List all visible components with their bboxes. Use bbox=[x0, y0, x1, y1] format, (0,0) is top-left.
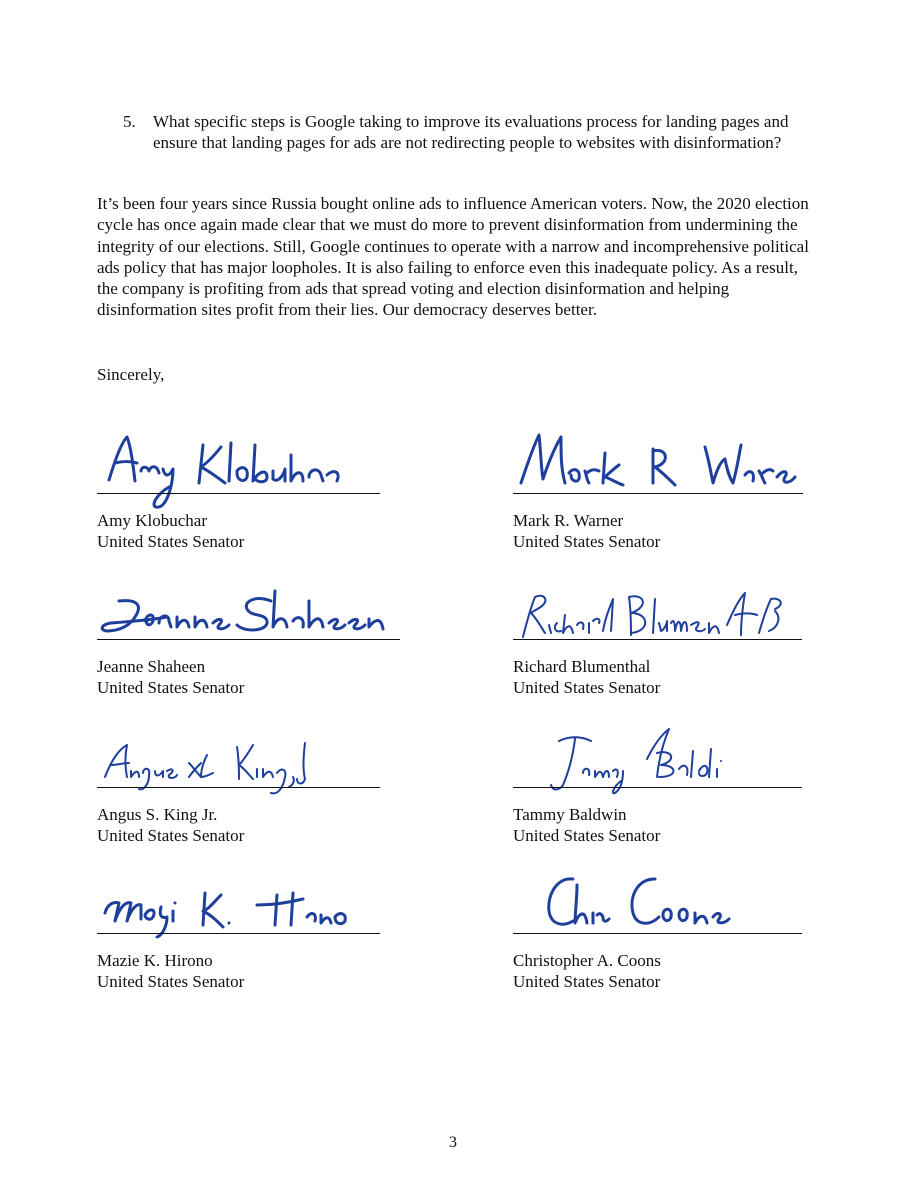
signature-block-blumenthal bbox=[513, 571, 813, 711]
page-number: 3 bbox=[449, 1134, 457, 1151]
signatory-title: United States Senator bbox=[97, 678, 245, 697]
signatory-name: Mark R. Warner bbox=[513, 511, 624, 530]
question-number: 5. bbox=[123, 112, 136, 131]
signatory-name: Jeanne Shaheen bbox=[97, 657, 206, 676]
signature-shaheen bbox=[97, 571, 407, 661]
signature-line bbox=[97, 933, 380, 934]
signature-block-king bbox=[97, 719, 397, 859]
signatory-title: United States Senator bbox=[513, 678, 661, 697]
signature-line bbox=[97, 787, 380, 788]
signature-block-shaheen bbox=[97, 571, 397, 711]
signature-block-baldwin bbox=[513, 719, 813, 859]
body-paragraph: It’s been four years since Russia bought online ads to influence American voters. Now, the 2020 election cycle has once again made clear that we must do more to prevent disinformation from undermining the integrity of our elections. Still, Google continues to operate with a narrow and incomprehensive political ads policy that has major loopholes. It is also failing to enforce even this inadequate policy. As a result, the company is profiting from ads that spread voting and election disinformation and helping disinformation sites profit from their lies. Our democracy deserves better. bbox=[97, 194, 809, 320]
signature-block-warner bbox=[513, 425, 813, 565]
closing-salutation: Sincerely, bbox=[97, 365, 165, 384]
signatory-name: Richard Blumenthal bbox=[513, 657, 651, 676]
signature-line bbox=[97, 493, 380, 494]
signatory-name: Tammy Baldwin bbox=[513, 805, 627, 824]
question-text: What specific steps is Google taking to improve its evaluations process for landing pages and ensure that landing pages for ads are not redirecting people to websites with disinformation? bbox=[153, 112, 789, 152]
signature-line bbox=[513, 639, 802, 640]
signature-blumenthal bbox=[513, 571, 803, 661]
signatory-title: United States Senator bbox=[513, 826, 661, 845]
signature-line bbox=[513, 787, 802, 788]
signature-king bbox=[97, 719, 387, 809]
signature-klobuchar bbox=[97, 425, 387, 515]
signatory-name: Christopher A. Coons bbox=[513, 951, 661, 970]
signature-hirono bbox=[97, 865, 387, 955]
signatory-title: United States Senator bbox=[97, 972, 245, 991]
signature-block-coons bbox=[513, 865, 813, 1005]
signatory-name: Angus S. King Jr. bbox=[97, 805, 218, 824]
signature-block-klobuchar bbox=[97, 425, 397, 565]
signature-line bbox=[97, 639, 400, 640]
signature-baldwin bbox=[513, 719, 803, 809]
signature-coons bbox=[513, 865, 803, 955]
signatory-title: United States Senator bbox=[513, 972, 661, 991]
signatory-title: United States Senator bbox=[97, 826, 245, 845]
signatory-title: United States Senator bbox=[513, 532, 661, 551]
signatory-title: United States Senator bbox=[97, 532, 245, 551]
signatory-name: Mazie K. Hirono bbox=[97, 951, 213, 970]
signature-warner bbox=[513, 425, 803, 515]
signature-block-hirono bbox=[97, 865, 397, 1005]
signatory-name: Amy Klobuchar bbox=[97, 511, 208, 530]
signature-line bbox=[513, 933, 802, 934]
signature-line bbox=[513, 493, 803, 494]
